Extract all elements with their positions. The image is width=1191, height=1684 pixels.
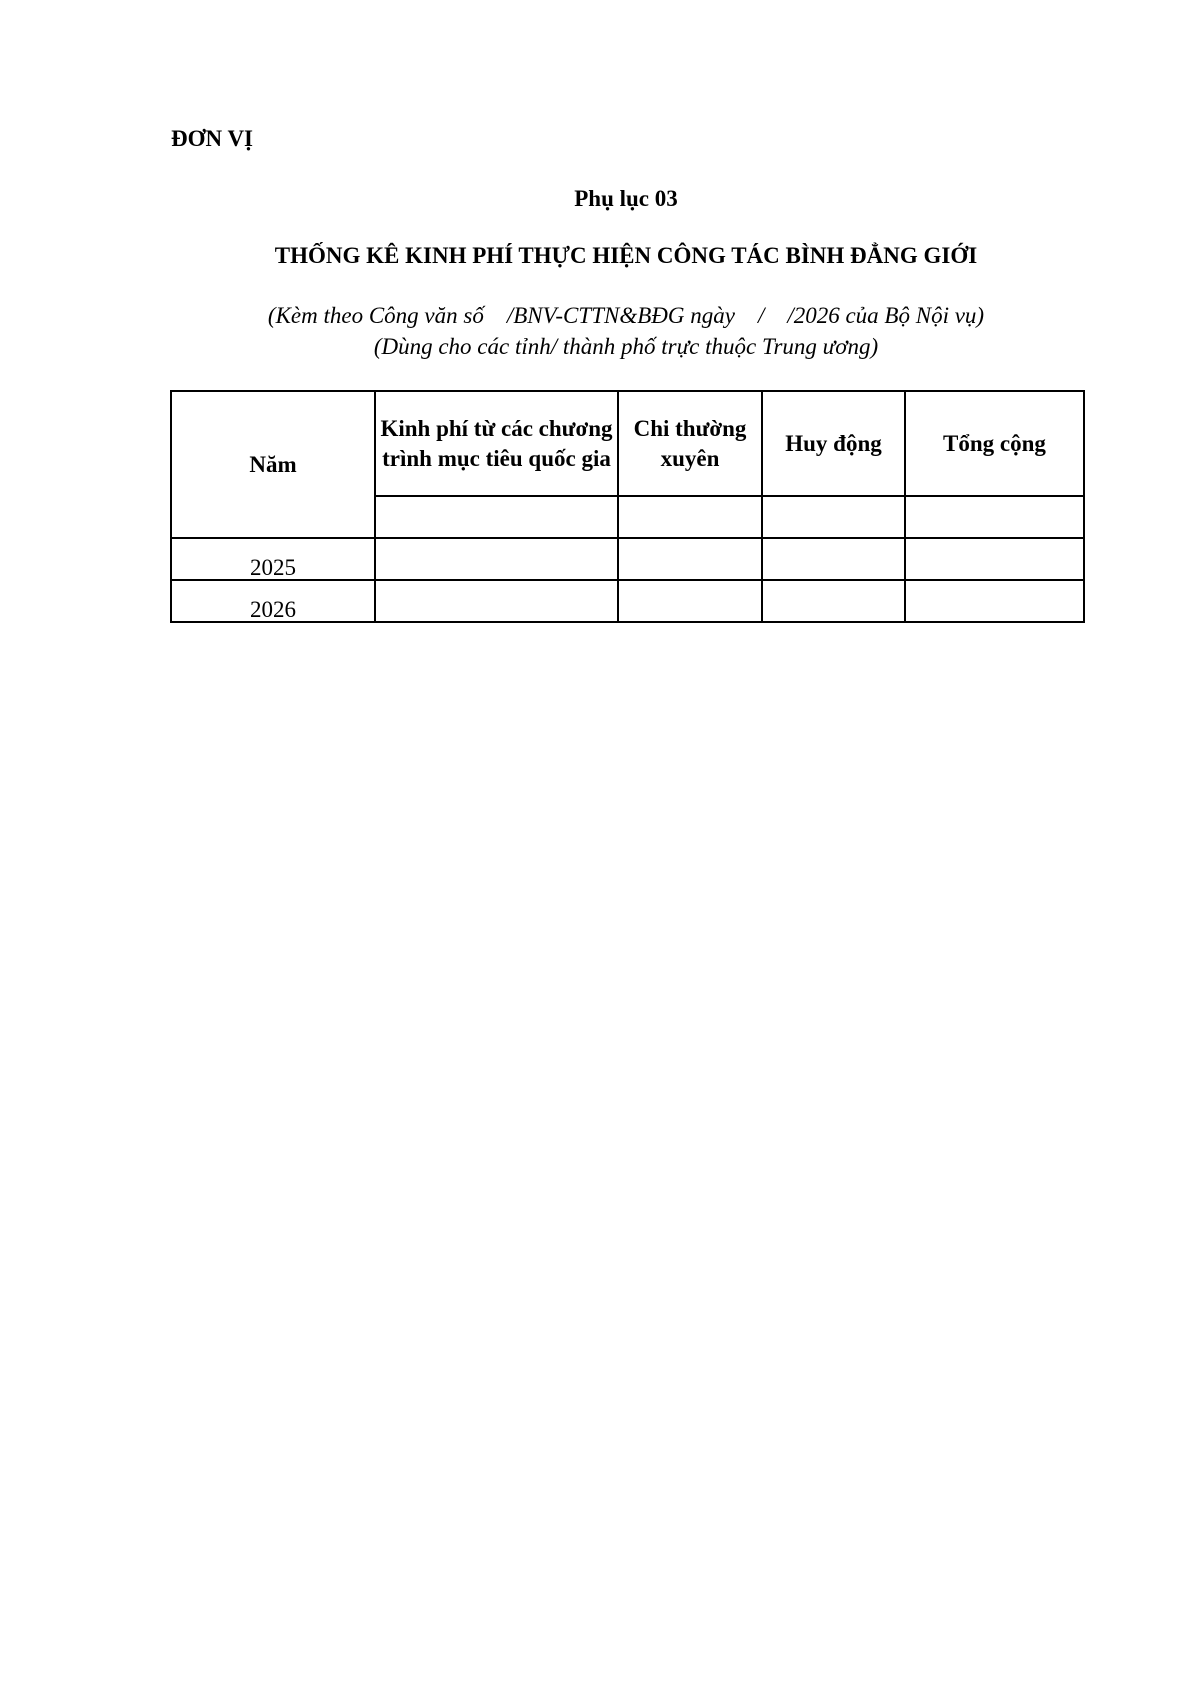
column-header-recurrent-spending: Chi thường xuyên (618, 391, 762, 496)
column-header-total: Tổng cộng (905, 391, 1084, 496)
table-header-row (171, 391, 1084, 496)
table-row (171, 580, 1084, 622)
table-cell[interactable] (375, 538, 618, 580)
table-cell[interactable] (762, 538, 905, 580)
column-header-mobilized: Huy động (762, 391, 905, 496)
table-cell[interactable] (618, 496, 762, 538)
year-cell: 2025 (171, 538, 375, 580)
document-title: THỐNG KÊ KINH PHÍ THỰC HIỆN CÔNG TÁC BÌNH ĐẲNG GIỚI (274, 243, 978, 268)
appendix-label: Phụ lục 03 (574, 186, 678, 211)
table-cell[interactable] (618, 580, 762, 622)
column-header-year: Năm (171, 391, 375, 538)
funding-table (170, 390, 1085, 623)
table-cell[interactable] (375, 496, 618, 538)
year-cell: 2026 (171, 580, 375, 622)
table-cell[interactable] (618, 538, 762, 580)
table-cell[interactable] (762, 496, 905, 538)
table-row (171, 538, 1084, 580)
table-cell[interactable] (375, 580, 618, 622)
unit-label: ĐƠN VỊ (171, 126, 254, 151)
table-cell[interactable] (762, 580, 905, 622)
subtitle-reference: (Kèm theo Công văn số /BNV-CTTN&BĐG ngày / /2026 của Bộ Nội vụ) (267, 303, 985, 328)
table-cell[interactable] (905, 538, 1084, 580)
table-cell[interactable] (905, 580, 1084, 622)
table-cell[interactable] (905, 496, 1084, 538)
column-header-national-programs: Kinh phí từ các chương trình mục tiêu quốc gia (375, 391, 618, 496)
subtitle-scope: (Dùng cho các tỉnh/ thành phố trực thuộc Trung ương) (373, 334, 879, 359)
